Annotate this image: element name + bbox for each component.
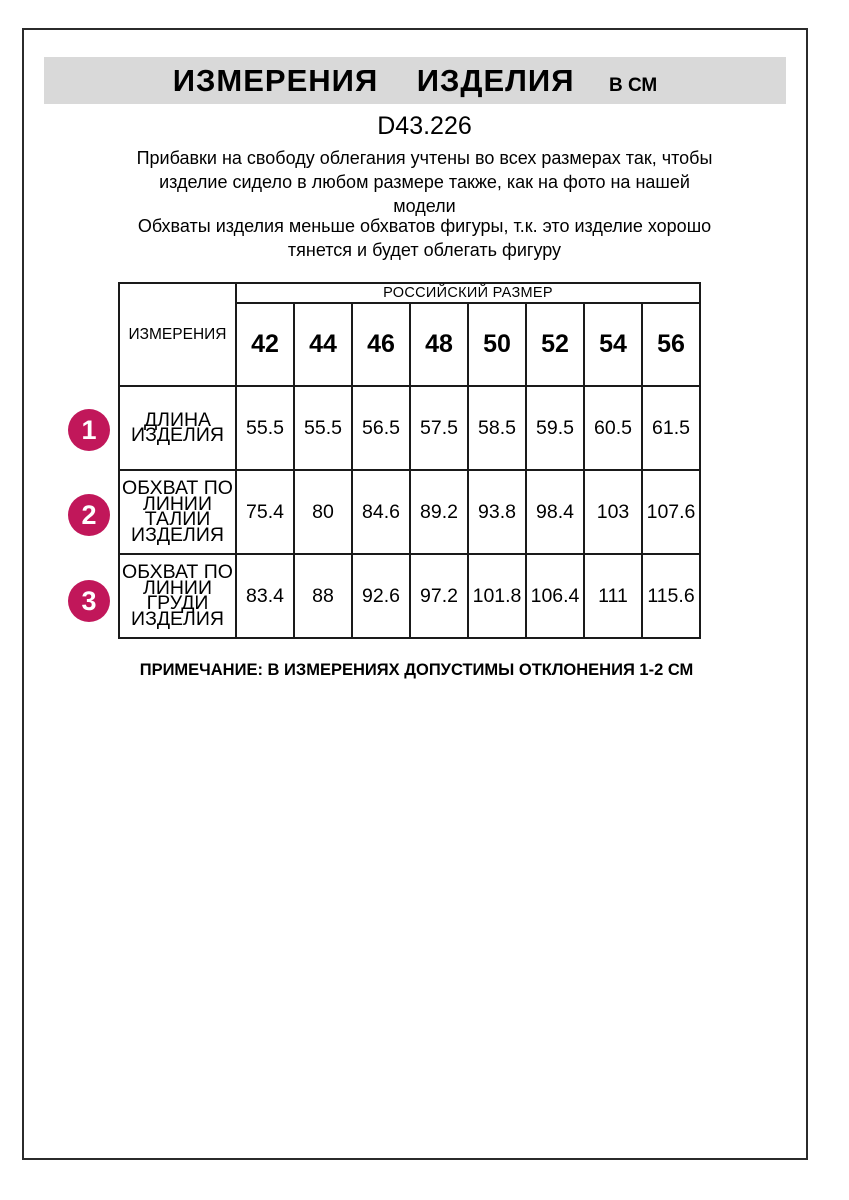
value-cell: 115.6	[642, 554, 700, 638]
value-cell: 97.2	[410, 554, 468, 638]
intro-paragraph-fit	[0, 146, 849, 218]
size-header-cell: 44	[294, 303, 352, 386]
size-header-cell: 50	[468, 303, 526, 386]
value-cell: 75.4	[236, 470, 294, 554]
intro-paragraph-stretch	[0, 214, 849, 262]
title-bar	[44, 57, 786, 104]
value-cell: 106.4	[526, 554, 584, 638]
intro-line: Прибавки на свободу облегания учтены во всех размерах так, чтобы	[136, 148, 713, 168]
row-label: ОБХВАТ ПО ЛИНИИ ГРУДИ ИЗДЕЛИЯ	[119, 554, 236, 638]
value-cell: 101.8	[468, 554, 526, 638]
intro-line: тянется и будет облегать фигуру	[287, 240, 562, 260]
size-header-cell: 42	[236, 303, 294, 386]
title-unit: В СМ	[608, 75, 658, 96]
value-cell: 107.6	[642, 470, 700, 554]
value-cell: 83.4	[236, 554, 294, 638]
title-product: ИЗДЕЛИЯ	[416, 63, 575, 98]
table-row-length	[119, 386, 700, 470]
tolerance-note: ПРИМЕЧАНИЕ: В ИЗМЕРЕНИЯХ ДОПУСТИМЫ ОТКЛОНЕНИЯ 1-2 СМ	[139, 661, 694, 679]
value-cell: 92.6	[352, 554, 410, 638]
row-number-badge-3: 3	[68, 580, 110, 622]
size-header-cell: 54	[584, 303, 642, 386]
value-cell: 58.5	[468, 386, 526, 470]
size-table	[118, 282, 701, 639]
value-cell: 55.5	[236, 386, 294, 470]
intro-line: модели	[393, 196, 456, 216]
value-cell: 57.5	[410, 386, 468, 470]
value-cell: 61.5	[642, 386, 700, 470]
row-number-badge-1: 1	[68, 409, 110, 451]
row-number-badge-2: 2	[68, 494, 110, 536]
intro-line: Обхваты изделия меньше обхватов фигуры, т.к. это изделие хорошо	[137, 216, 712, 236]
intro-line: изделие сидело в любом размере также, как на фото на нашей	[159, 172, 690, 192]
value-cell: 60.5	[584, 386, 642, 470]
value-cell: 84.6	[352, 470, 410, 554]
value-cell: 55.5	[294, 386, 352, 470]
table-corner-label: ИЗМЕРЕНИЯ	[119, 283, 236, 386]
value-cell: 111	[584, 554, 642, 638]
size-header-cell: 52	[526, 303, 584, 386]
value-cell: 89.2	[410, 470, 468, 554]
value-cell: 56.5	[352, 386, 410, 470]
title-measure: ИЗМЕРЕНИЯ	[172, 63, 379, 98]
size-header-cell: 48	[410, 303, 468, 386]
value-cell: 80	[294, 470, 352, 554]
row-label: ОБХВАТ ПО ЛИНИИ ТАЛИИ ИЗДЕЛИЯ	[119, 470, 236, 554]
table-row-waist	[119, 470, 700, 554]
product-code: D43.226	[377, 112, 472, 140]
value-cell: 59.5	[526, 386, 584, 470]
table-row-chest	[119, 554, 700, 638]
size-header-cell: 56	[642, 303, 700, 386]
size-header-cell: 46	[352, 303, 410, 386]
table-group-header: РОССИЙСКИЙ РАЗМЕР	[236, 283, 700, 303]
value-cell: 88	[294, 554, 352, 638]
value-cell: 98.4	[526, 470, 584, 554]
value-cell: 93.8	[468, 470, 526, 554]
value-cell: 103	[584, 470, 642, 554]
row-label: ДЛИНА ИЗДЕЛИЯ	[119, 386, 236, 470]
